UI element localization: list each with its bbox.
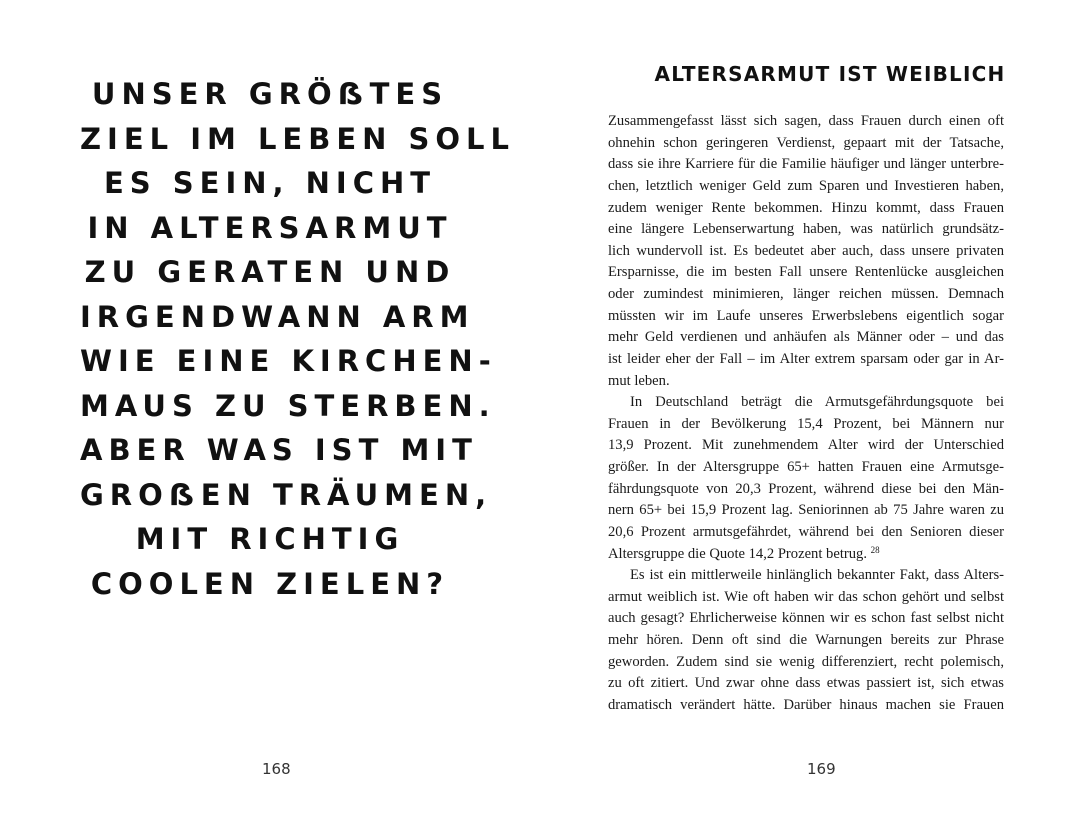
text-line: Es ist ein mittlerweile hinlänglich bekannter Fakt, dass Alters- bbox=[630, 567, 1004, 584]
text-line: geworden. Zudem sind sie wenig differenziert, recht polemisch, bbox=[608, 653, 1004, 670]
text-line: chen, letztlich weniger Geld zum Sparen und Investieren haben, bbox=[608, 177, 1004, 194]
text-line: Zusammengefasst lässt sich sagen, dass Frauen durch einen oft bbox=[608, 113, 1004, 129]
page-number: 169 bbox=[807, 760, 836, 778]
quote-line: MIT RICHTIG bbox=[135, 522, 405, 556]
quote-line: ZU GERATEN UND bbox=[84, 255, 456, 289]
text-line: 13,9 Prozent. Mit zunehmendem Alter wird der Unterschied bbox=[608, 437, 1004, 454]
page-number: 168 bbox=[262, 760, 291, 778]
text-line: ohnehin schon geringeren Verdienst, gepaart mit der Tatsache, bbox=[608, 134, 1004, 151]
quote-line: GROẞEN TRÄUMEN, bbox=[80, 477, 493, 512]
text-line: Ersparnisse, die im besten Fall unsere Rentenlücke ausgleichen bbox=[608, 264, 1004, 281]
chapter-title: ALTERSARMUT IST WEIBLICH bbox=[654, 62, 1006, 86]
quote-line: MAUS ZU STERBEN. bbox=[80, 388, 496, 423]
quote-line: IRGENDWANN ARM bbox=[80, 299, 475, 334]
quote-line: ABER WAS IST MIT bbox=[80, 433, 478, 467]
text-line: In Deutschland beträgt die Armutsgefährdungsquote bei bbox=[630, 394, 1004, 411]
text-line: 20,6 Prozent armutsgefährdet, während bei den Senioren dieser bbox=[608, 523, 1004, 540]
text-line: dass sie ihre Karriere für die Familie häufiger und länger unterbre- bbox=[608, 156, 1004, 173]
text-line: zu oft zitiert. Und zwar ohne dass etwas passiert ist, sich etwas bbox=[608, 675, 1004, 692]
text-line: nern 65+ bei 15,9 Prozent lag. Seniorinnen ab 75 Jahre waren zu bbox=[608, 502, 1004, 519]
text-line: mehr Geld verdienen und anhäufen als Männer oder – und das bbox=[608, 329, 1004, 346]
text-line: oder zumindest minimieren, länger reichen müssen. Demnach bbox=[608, 286, 1004, 302]
text-line: mut leben. bbox=[608, 372, 670, 389]
quote-line: UNSER GRÖẞTES bbox=[91, 77, 449, 111]
pull-quote bbox=[80, 72, 516, 606]
text-line: ist leider eher der Fall – im Alter extrem sparsam oder gar in Ar- bbox=[608, 350, 1004, 367]
text-line: Frauen in der Bevölkerung 15,4 Prozent, bei Männern nur bbox=[608, 415, 1004, 432]
text-line: eine längere Lebenserwartung haben, was natürlich grundsätz- bbox=[608, 221, 1004, 238]
text-line: Altersgruppe die Quote 14,2 Prozent betrug. bbox=[608, 545, 867, 562]
quote-line: COOLEN ZIELEN? bbox=[90, 566, 450, 601]
text-line: müssten wir im Laufe unseres Erwerbslebens eigentlich sogar bbox=[608, 307, 1004, 324]
footnote-marker: 28 bbox=[870, 544, 880, 555]
text-line: zudem weniger Rente bekommen. Hinzu kommt, dass Frauen bbox=[608, 199, 1004, 216]
quote-line: ZIEL IM LEBEN SOLL bbox=[80, 121, 516, 156]
text-line: dramatisch verändert hätte. Darüber hinaus machen sie Frauen bbox=[608, 696, 1004, 713]
quote-line: IN ALTERSARMUT bbox=[87, 210, 453, 245]
quote-line: WIE EINE KIRCHEN- bbox=[80, 344, 497, 378]
text-line: größer. In der Altersgruppe 65+ hatten Frauen eine Armutsge- bbox=[608, 459, 1004, 475]
text-line: auch gesagt? Ehrlicherweise können wir es schon fast selbst nicht bbox=[608, 610, 1004, 627]
text-line: mehr hören. Denn oft sind die Warnungen bereits zur Phrase bbox=[608, 632, 1004, 648]
text-line-with-footnote bbox=[608, 544, 1004, 566]
text-line: lich wundervoll ist. Es bedeutet aber auch, dass unsere privaten bbox=[608, 242, 1004, 259]
text-line: armut weiblich ist. Wie oft haben wir das schon gehört und selbst bbox=[608, 588, 1004, 605]
text-line: fährdungsquote von 20,3 Prozent, während diese bei den Män- bbox=[608, 480, 1004, 497]
body-text bbox=[608, 111, 1004, 717]
right-page bbox=[540, 0, 1080, 814]
quote-line: ES SEIN, NICHT bbox=[103, 166, 437, 200]
